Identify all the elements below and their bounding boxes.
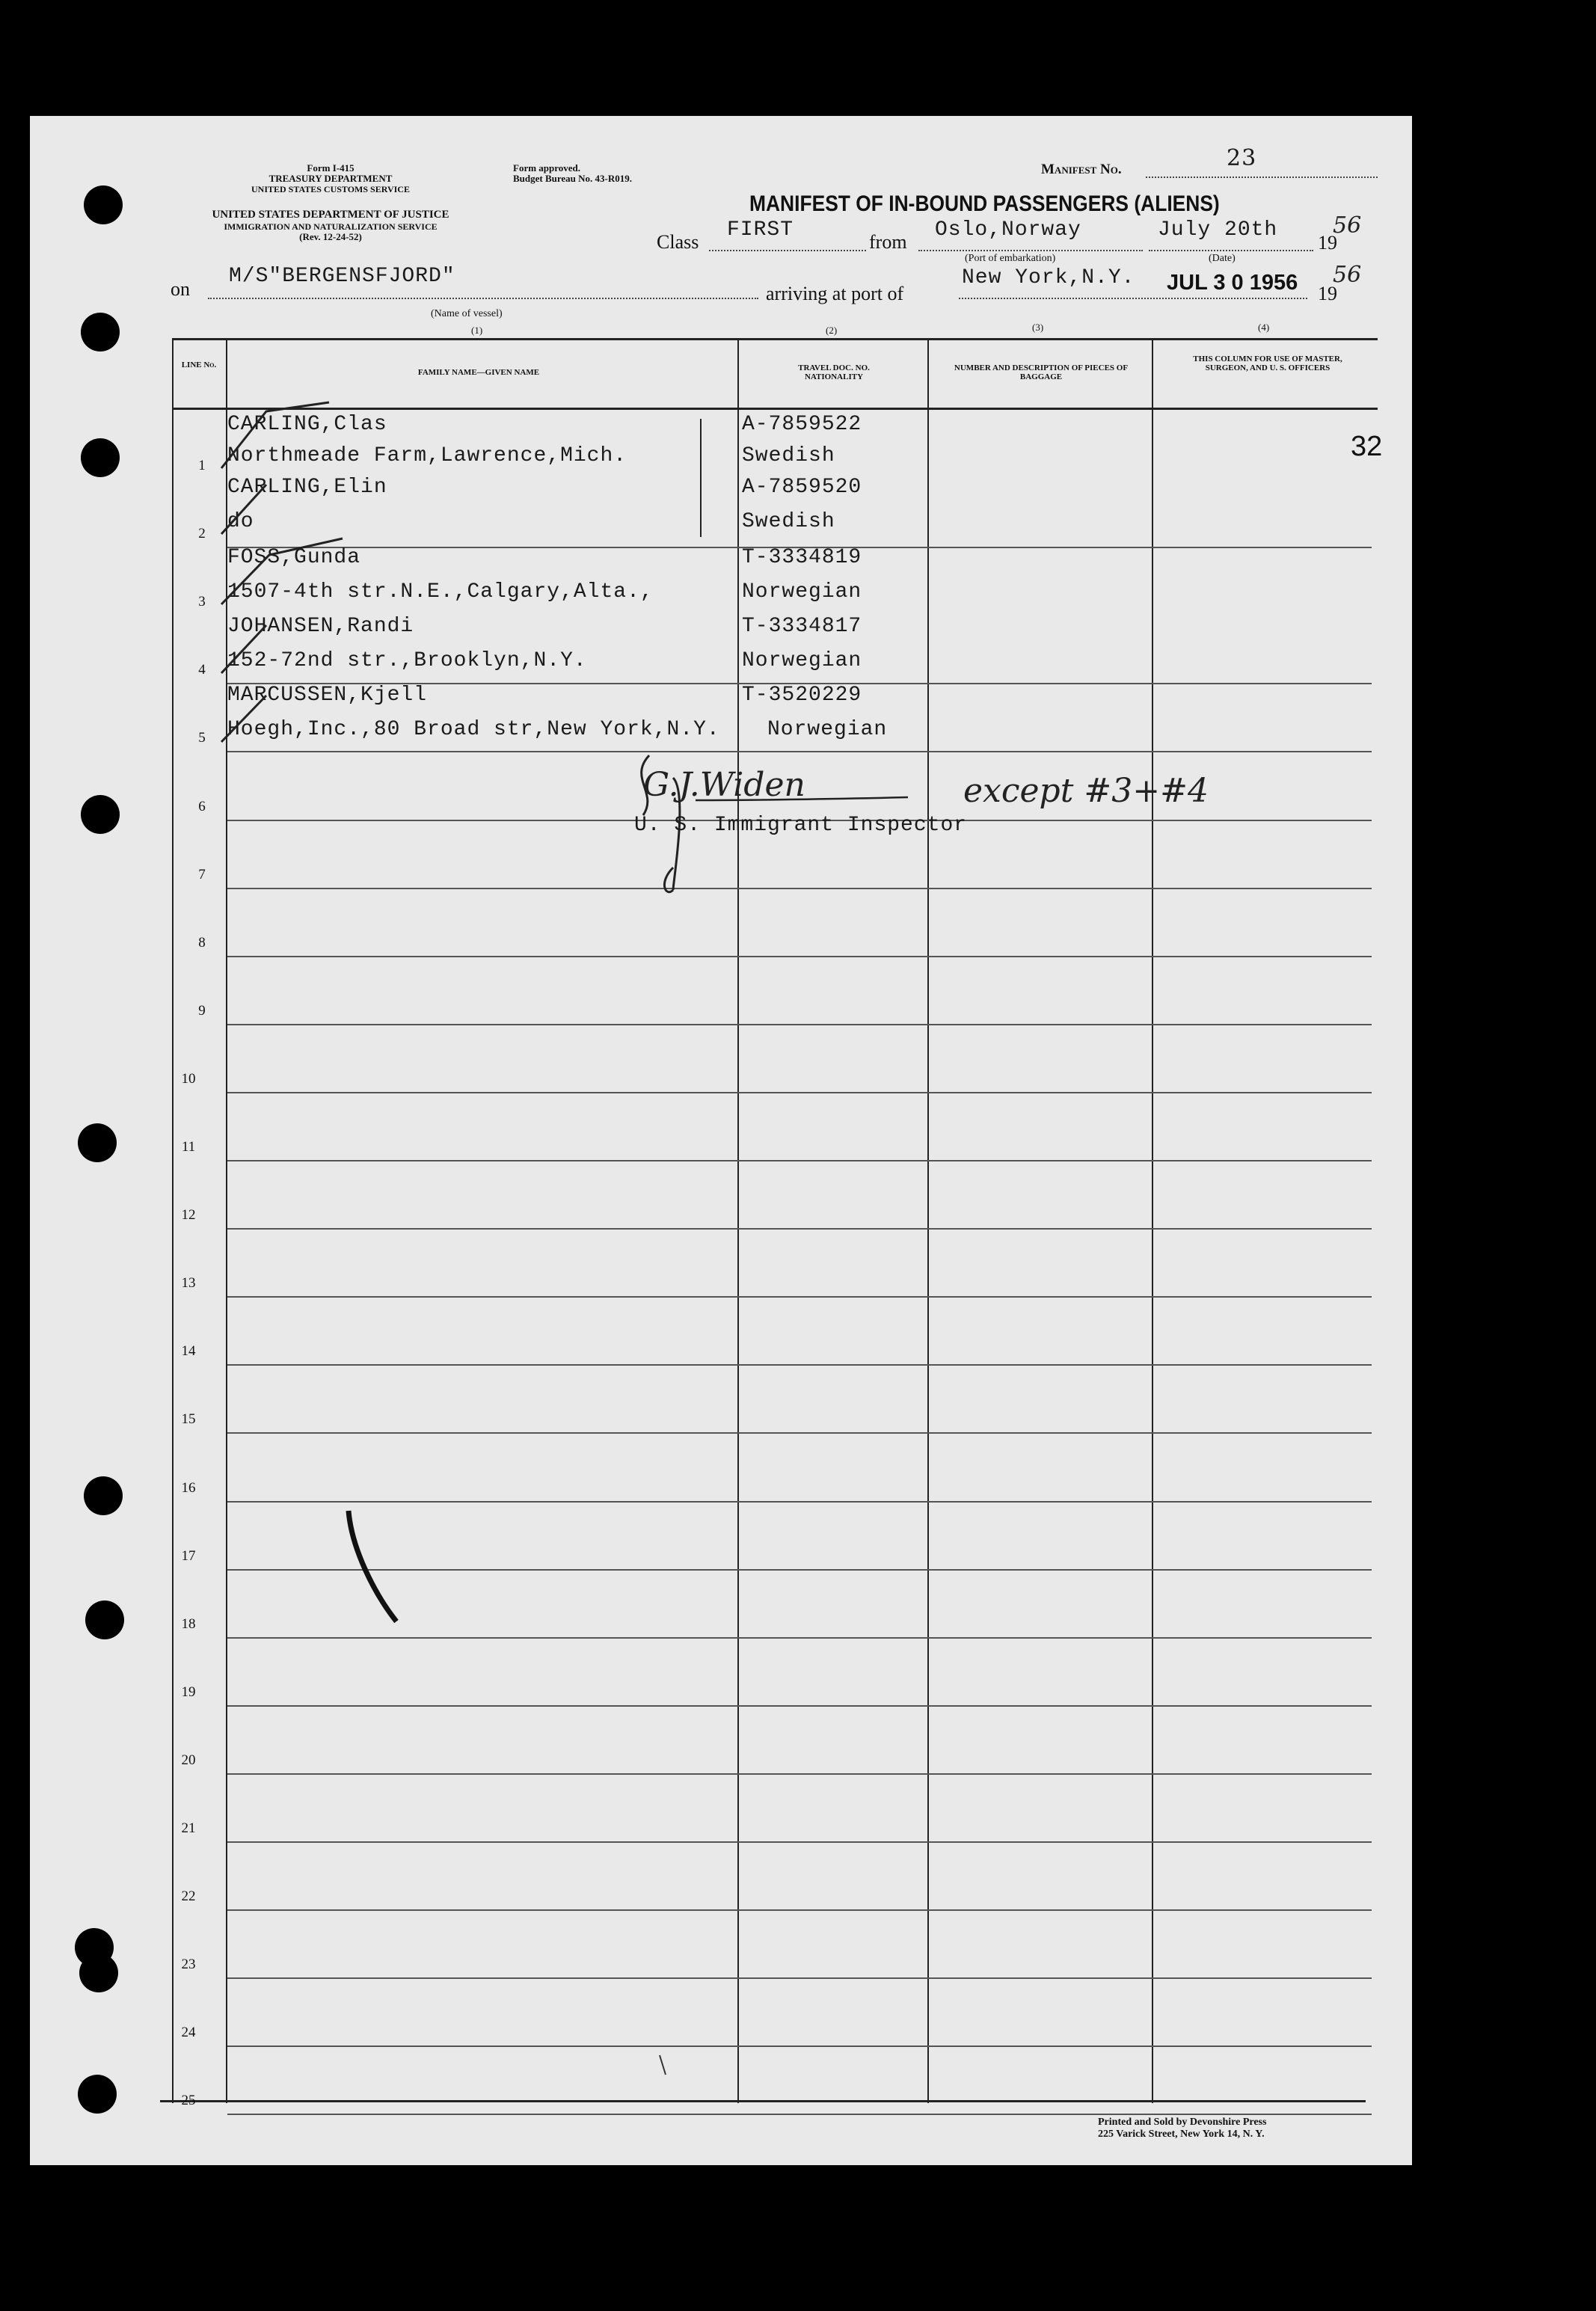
row-rule [227,888,1372,889]
form-revision: (Rev. 12-24-52) [299,231,362,242]
line-number: 18 [181,1615,196,1632]
from-label: from [869,231,907,253]
passenger-name: MARCUSSEN,Kjell [227,684,428,707]
passenger-name: CARLING,Elin [227,476,387,499]
year-suffix-1: 56 [1333,212,1362,239]
line-number: 23 [181,1956,196,1973]
passenger-doc: T-3520229 [742,684,862,707]
line-number: 12 [181,1207,196,1224]
punch-hole [81,438,120,477]
vessel-name: M/S"BERGENSFJORD" [229,265,455,288]
passenger-doc: T-3334819 [742,546,862,569]
line-number: 16 [181,1479,196,1496]
line-number: 9 [198,1002,206,1019]
passenger-doc: A-7859522 [742,413,862,436]
punch-hole [85,1600,124,1639]
col-header-doc: TRAVEL DOC. NO. NATIONALITY [798,363,870,381]
punch-hole [78,1123,117,1162]
passenger-nationality: Swedish [742,444,835,467]
from-value: Oslo,Norway [935,218,1081,242]
passenger-address: 152-72nd str.,Brooklyn,N.Y. [227,649,587,672]
row-rule [227,1228,1372,1230]
row-rule [227,1432,1372,1434]
line-number: 5 [198,730,206,746]
passenger-address: do [227,510,254,533]
passenger-nationality: Norwegian [742,649,862,672]
passenger-doc: A-7859520 [742,476,862,499]
form-approved: Form approved. [513,162,581,174]
customs-service: UNITED STATES CUSTOMS SERVICE [251,184,410,194]
line-number: 1 [198,458,206,473]
row-rule [227,751,1372,752]
col-num-2: (2) [826,325,838,336]
manifest-no-label: Manifest No. [1041,162,1122,177]
row-rule [227,1501,1372,1503]
line-number: 21 [181,1820,196,1836]
printer-address: 225 Varick Street, New York 14, N. Y. [1098,2129,1265,2140]
line-number: 8 [198,934,206,951]
line-number: 15 [181,1411,196,1428]
manifest-title: MANIFEST OF IN-BOUND PASSENGERS (ALIENS) [749,191,1220,216]
line-number: 6 [198,798,206,814]
row-rule [227,1637,1372,1639]
line-number: 17 [181,1547,196,1564]
line-number: 24 [181,2025,196,2041]
col-header-line: LINE No. [181,360,217,369]
line-number: 2 [198,526,206,542]
col-header-baggage: NUMBER AND DESCRIPTION OF PIECES OF BAGGAGE [954,363,1129,381]
arriving-label: arriving at port of [766,283,904,304]
passenger-nationality: Swedish [742,510,835,533]
line-number: 25 [181,2093,196,2109]
line-number: 19 [181,1684,196,1700]
year-prefix-2: 19 [1318,283,1337,304]
line-number: 4 [198,662,206,678]
row-rule [227,1977,1372,1979]
col-num-3: (3) [1032,322,1044,333]
arrival-port: New York,N.Y. [962,266,1135,289]
line-number: 22 [181,1888,196,1905]
passenger-address: Hoegh,Inc.,80 Broad str,New York,N.Y. [227,718,720,741]
passenger-nationality: Norwegian [742,580,862,604]
arrival-stamp: JUL 3 0 1956 [1167,271,1298,295]
ins-service: IMMIGRATION AND NATURALIZATION SERVICE [224,221,438,232]
line-number: 20 [181,1752,196,1768]
port-embark-caption: (Port of embarkation) [965,253,1056,264]
date-value: July 20th [1158,218,1278,242]
line-number: 11 [181,1139,196,1155]
row-rule [227,2114,1372,2115]
row-rule [227,2045,1372,2047]
inspector-signature: G.J.Widen [643,766,805,804]
budget-bureau: Budget Bureau No. 43-R019. [513,173,633,184]
col-num-4: (4) [1258,322,1270,333]
row-rule [227,1705,1372,1707]
row-rule [227,1160,1372,1161]
justice-dept: UNITED STATES DEPARTMENT OF JUSTICE [212,209,449,221]
passenger-address: Northmeade Farm,Lawrence,Mich. [227,444,627,467]
manifest-no-value: 23 [1227,145,1257,171]
printer-credit: Printed and Sold by Devonshire Press [1098,2117,1267,2128]
passenger-name: FOSS,Gunda [227,546,361,569]
passenger-doc: T-3334817 [742,615,862,638]
class-label: Class [657,231,699,253]
margin-number: 32 [1351,431,1383,462]
col-header-name: FAMILY NAME—GIVEN NAME [417,368,540,377]
row-rule [227,1092,1372,1093]
date-caption: (Date) [1209,253,1236,264]
passenger-address: 1507-4th str.N.E.,Calgary,Alta., [227,580,654,604]
row-rule [227,1364,1372,1366]
passenger-name: CARLING,Clas [227,413,387,436]
inspector-note: except #3+#4 [963,772,1209,810]
punch-hole [81,313,120,352]
punch-hole [79,1954,118,1992]
row-rule [227,956,1372,957]
on-label: on [171,278,190,300]
year-prefix-1: 19 [1318,232,1337,254]
punch-hole [84,1476,123,1515]
punch-hole [84,185,123,224]
row-rule [227,1841,1372,1843]
col-header-officers: THIS COLUMN FOR USE OF MASTER, SURGEON, AND U. S. OFFICERS [1193,355,1342,372]
class-value: FIRST [727,218,794,242]
row-rule [227,1909,1372,1911]
punch-hole [81,795,120,834]
row-rule [227,1569,1372,1571]
row-rule [227,1773,1372,1775]
form-number: Form I-415 [307,162,355,174]
punch-hole [78,2075,117,2114]
inspector-label: U. S. Immigrant Inspector [634,814,968,837]
treasury-dept: TREASURY DEPARTMENT [268,173,393,184]
line-number: 3 [198,594,206,610]
passenger-nationality: Norwegian [767,718,888,741]
line-number: 10 [181,1070,196,1087]
year-suffix-2: 56 [1333,262,1362,288]
row-rule [227,1024,1372,1025]
line-number: 14 [181,1343,196,1360]
line-number: 13 [181,1275,196,1292]
col-num-1: (1) [471,325,483,336]
passenger-name: JOHANSEN,Randi [227,615,414,638]
row-rule [227,1296,1372,1298]
line-number: 7 [198,866,206,883]
vessel-caption: (Name of vessel) [431,308,503,319]
